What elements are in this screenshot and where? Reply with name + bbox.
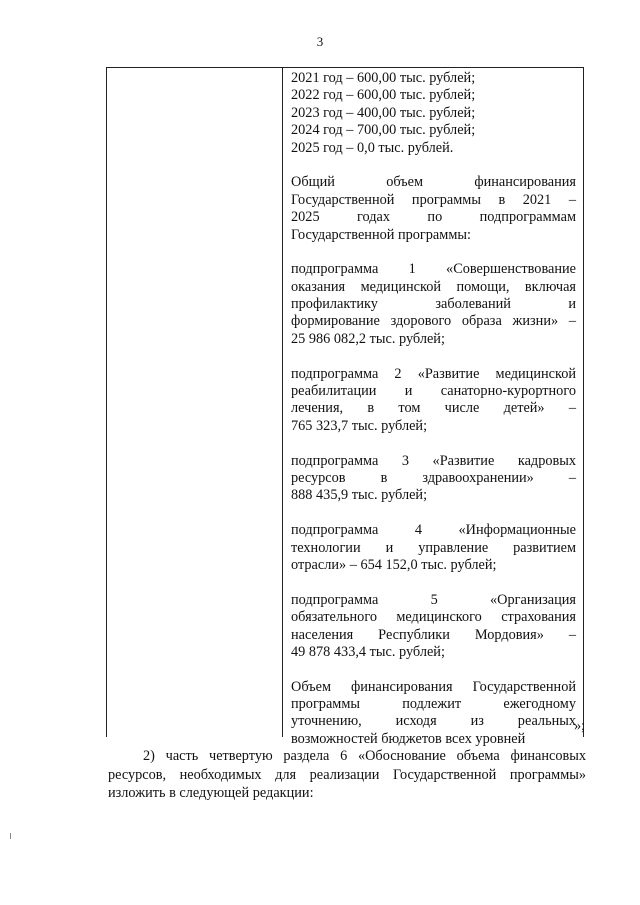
text-line: подпрограмма 3 «Развитие кадровых [291,452,576,469]
text-line: обязательного медицинского страхования [291,609,576,626]
text-line: 2024 год – 700,00 тыс. рублей; [291,122,476,139]
text-line: возможностей бюджетов всех уровней [291,730,526,747]
text-line: 2) часть четвертую раздела 6 «Обоснование объема финансовых [143,748,586,764]
text-line: 888 435,9 тыс. рублей; [291,487,428,504]
text-line: реабилитации и санаторно-курортного [291,383,576,400]
paragraph-gap [291,157,576,174]
text-line: подпрограмма 5 «Организация [291,591,576,608]
paragraph-gap [291,244,576,261]
text-line: подпрограмма 1 «Совершенствование [291,261,576,278]
text-line: Объем финансирования Государственной [291,678,576,695]
page-number: 3 [316,34,324,49]
column-divider [282,68,283,737]
paragraph-gap [291,661,576,678]
text-line: технологии и управление развитием [291,539,576,556]
text-line: 2021 год – 600,00 тыс. рублей; [291,70,476,86]
text-line: изложить в следующей редакции: [108,785,314,802]
body-paragraph [108,747,586,803]
text-line: 2025 год – 0,0 тыс. рублей. [291,139,454,156]
text-line: оказания медицинской помощи, включая [291,278,576,295]
text-line: Государственной программы: [291,226,471,243]
text-line: подпрограмма 2 «Развитие медицинской [291,365,576,382]
paragraph-gap [291,505,576,522]
text-line: населения Республики Мордовия» – [291,626,576,643]
text-line: Государственной программы в 2021 – [291,191,576,208]
paragraph-gap [291,435,576,452]
text-line: ресурсов в здравоохранении» – [291,469,576,486]
text-line: формирование здорового образа жизни» – [291,313,576,330]
text-line: отрасли» – 654 152,0 тыс. рублей; [291,556,497,573]
margin-mark [10,833,11,839]
text-line: 49 878 433,4 тыс. рублей; [291,643,445,660]
program-table [106,67,584,747]
text-line: лечения, в том числе детей» – [291,400,576,417]
text-line: профилактику заболеваний и [291,296,576,313]
paragraph-gap [291,348,576,365]
text-line: 2025 годах по подпрограммам [291,209,576,226]
text-line: 765 323,7 тыс. рублей; [291,417,428,434]
text-line: Общий объем финансирования [291,174,576,191]
paragraph-gap [291,574,576,591]
text-line: 25 986 082,2 тыс. рублей; [291,330,445,347]
text-line: 2022 год – 600,00 тыс. рублей; [291,87,476,104]
closing-quote: »; [574,718,586,734]
text-line: уточнению, исходя из реальных [291,713,576,730]
text-line: программы подлежит ежегодному [291,696,576,713]
table-right-cell [291,70,576,748]
text-line: подпрограмма 4 «Информационные [291,522,576,539]
text-line: 2023 год – 400,00 тыс. рублей; [291,104,476,121]
text-line: ресурсов, необходимых для реализации Государственной программы» [108,766,586,783]
